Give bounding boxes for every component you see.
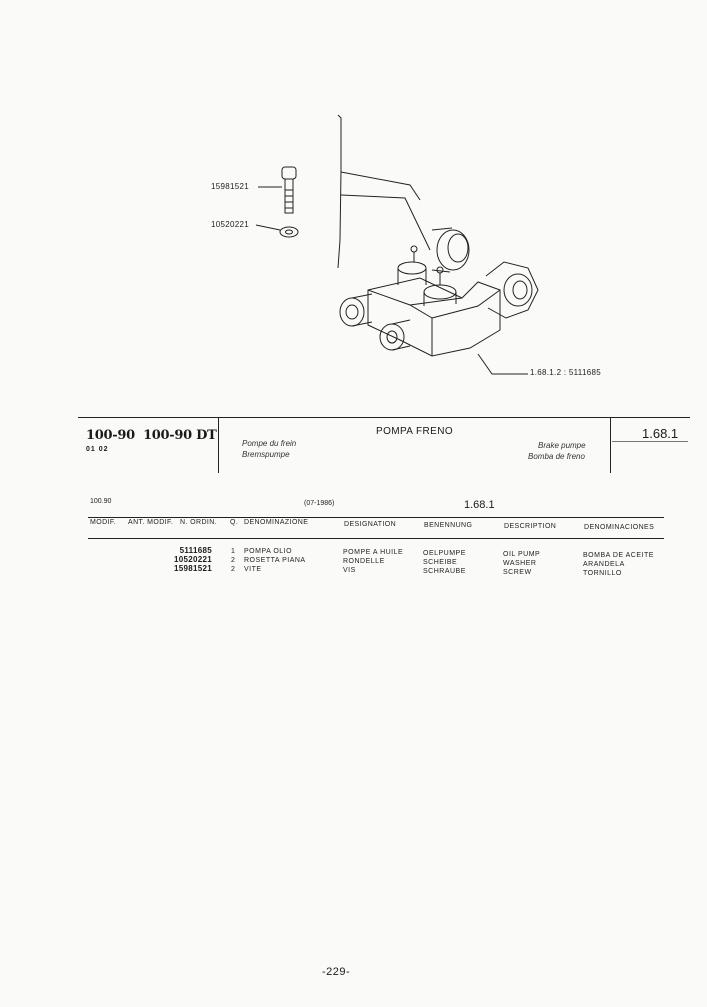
col-denominaciones: DENOMINACIONES: [584, 524, 655, 531]
callout-assembly: 1.68.1.2 : 5111685: [530, 368, 601, 377]
part-fr: POMPE A HUILE: [343, 549, 404, 556]
title-fr: Pompe du frein: [242, 439, 297, 448]
part-qty: 2: [231, 566, 236, 573]
part-it: POMPA OLIO: [244, 548, 293, 555]
col-ant-modif: ANT. MODIF.: [128, 519, 174, 526]
part-en: OIL PUMP: [503, 551, 541, 558]
table-header-rule: [88, 538, 664, 539]
col-benennung: BENENNUNG: [424, 522, 473, 529]
part-de: SCHEIBE: [423, 559, 458, 566]
subheader-date: (07-1986): [304, 500, 335, 507]
header-divider-right: [610, 417, 611, 473]
page-number: -229-: [322, 966, 351, 978]
part-es: TORNILLO: [583, 570, 622, 577]
page-title: POMPA FRENO: [376, 426, 454, 437]
model-name: 100-90: [86, 428, 135, 443]
part-qty: 2: [231, 557, 236, 564]
part-en: SCREW: [503, 569, 532, 576]
col-designation: DESIGNATION: [344, 521, 397, 528]
model-name: 100-90 DT: [143, 428, 217, 443]
col-modif: MODIF.: [90, 519, 117, 526]
subheader-section: 1.68.1: [464, 499, 495, 511]
model-variants: 01 02: [86, 446, 109, 453]
part-qty: 1: [231, 548, 236, 555]
part-it: ROSETTA PIANA: [244, 557, 306, 564]
title-es: Bomba de freno: [528, 452, 585, 461]
part-fr: VIS: [343, 567, 356, 574]
part-de: SCHRAUBE: [423, 568, 466, 575]
part-en: WASHER: [503, 560, 537, 567]
part-fr: RONDELLE: [343, 558, 385, 565]
title-de: Bremspumpe: [242, 450, 290, 459]
col-description: DESCRIPTION: [504, 523, 557, 530]
part-number: 15981521: [174, 564, 212, 573]
callout-washer: 10520221: [211, 220, 249, 229]
model-names: [86, 428, 220, 443]
part-de: OELPUMPE: [423, 550, 466, 557]
col-denominazione: DENOMINAZIONE: [244, 519, 309, 526]
part-it: VITE: [244, 566, 262, 573]
header-top-rule: [78, 417, 690, 418]
part-es: ARANDELA: [583, 561, 625, 568]
callout-screw: 15981521: [211, 182, 249, 191]
part-number: 5111685: [179, 546, 212, 555]
section-number: 1.68.1: [642, 426, 679, 441]
col-n-ordin: N. ORDIN.: [180, 519, 218, 526]
pump-illustration: [0, 0, 707, 410]
table-top-rule: [88, 517, 664, 518]
part-number: 10520221: [174, 555, 212, 564]
col-qty: Q.: [230, 519, 239, 526]
title-en: Brake pumpe: [538, 441, 586, 450]
header-divider-left: [218, 417, 219, 473]
subheader-model: 100.90: [90, 498, 112, 505]
part-es: BOMBA DE ACEITE: [583, 552, 654, 559]
section-rule: [612, 441, 688, 442]
